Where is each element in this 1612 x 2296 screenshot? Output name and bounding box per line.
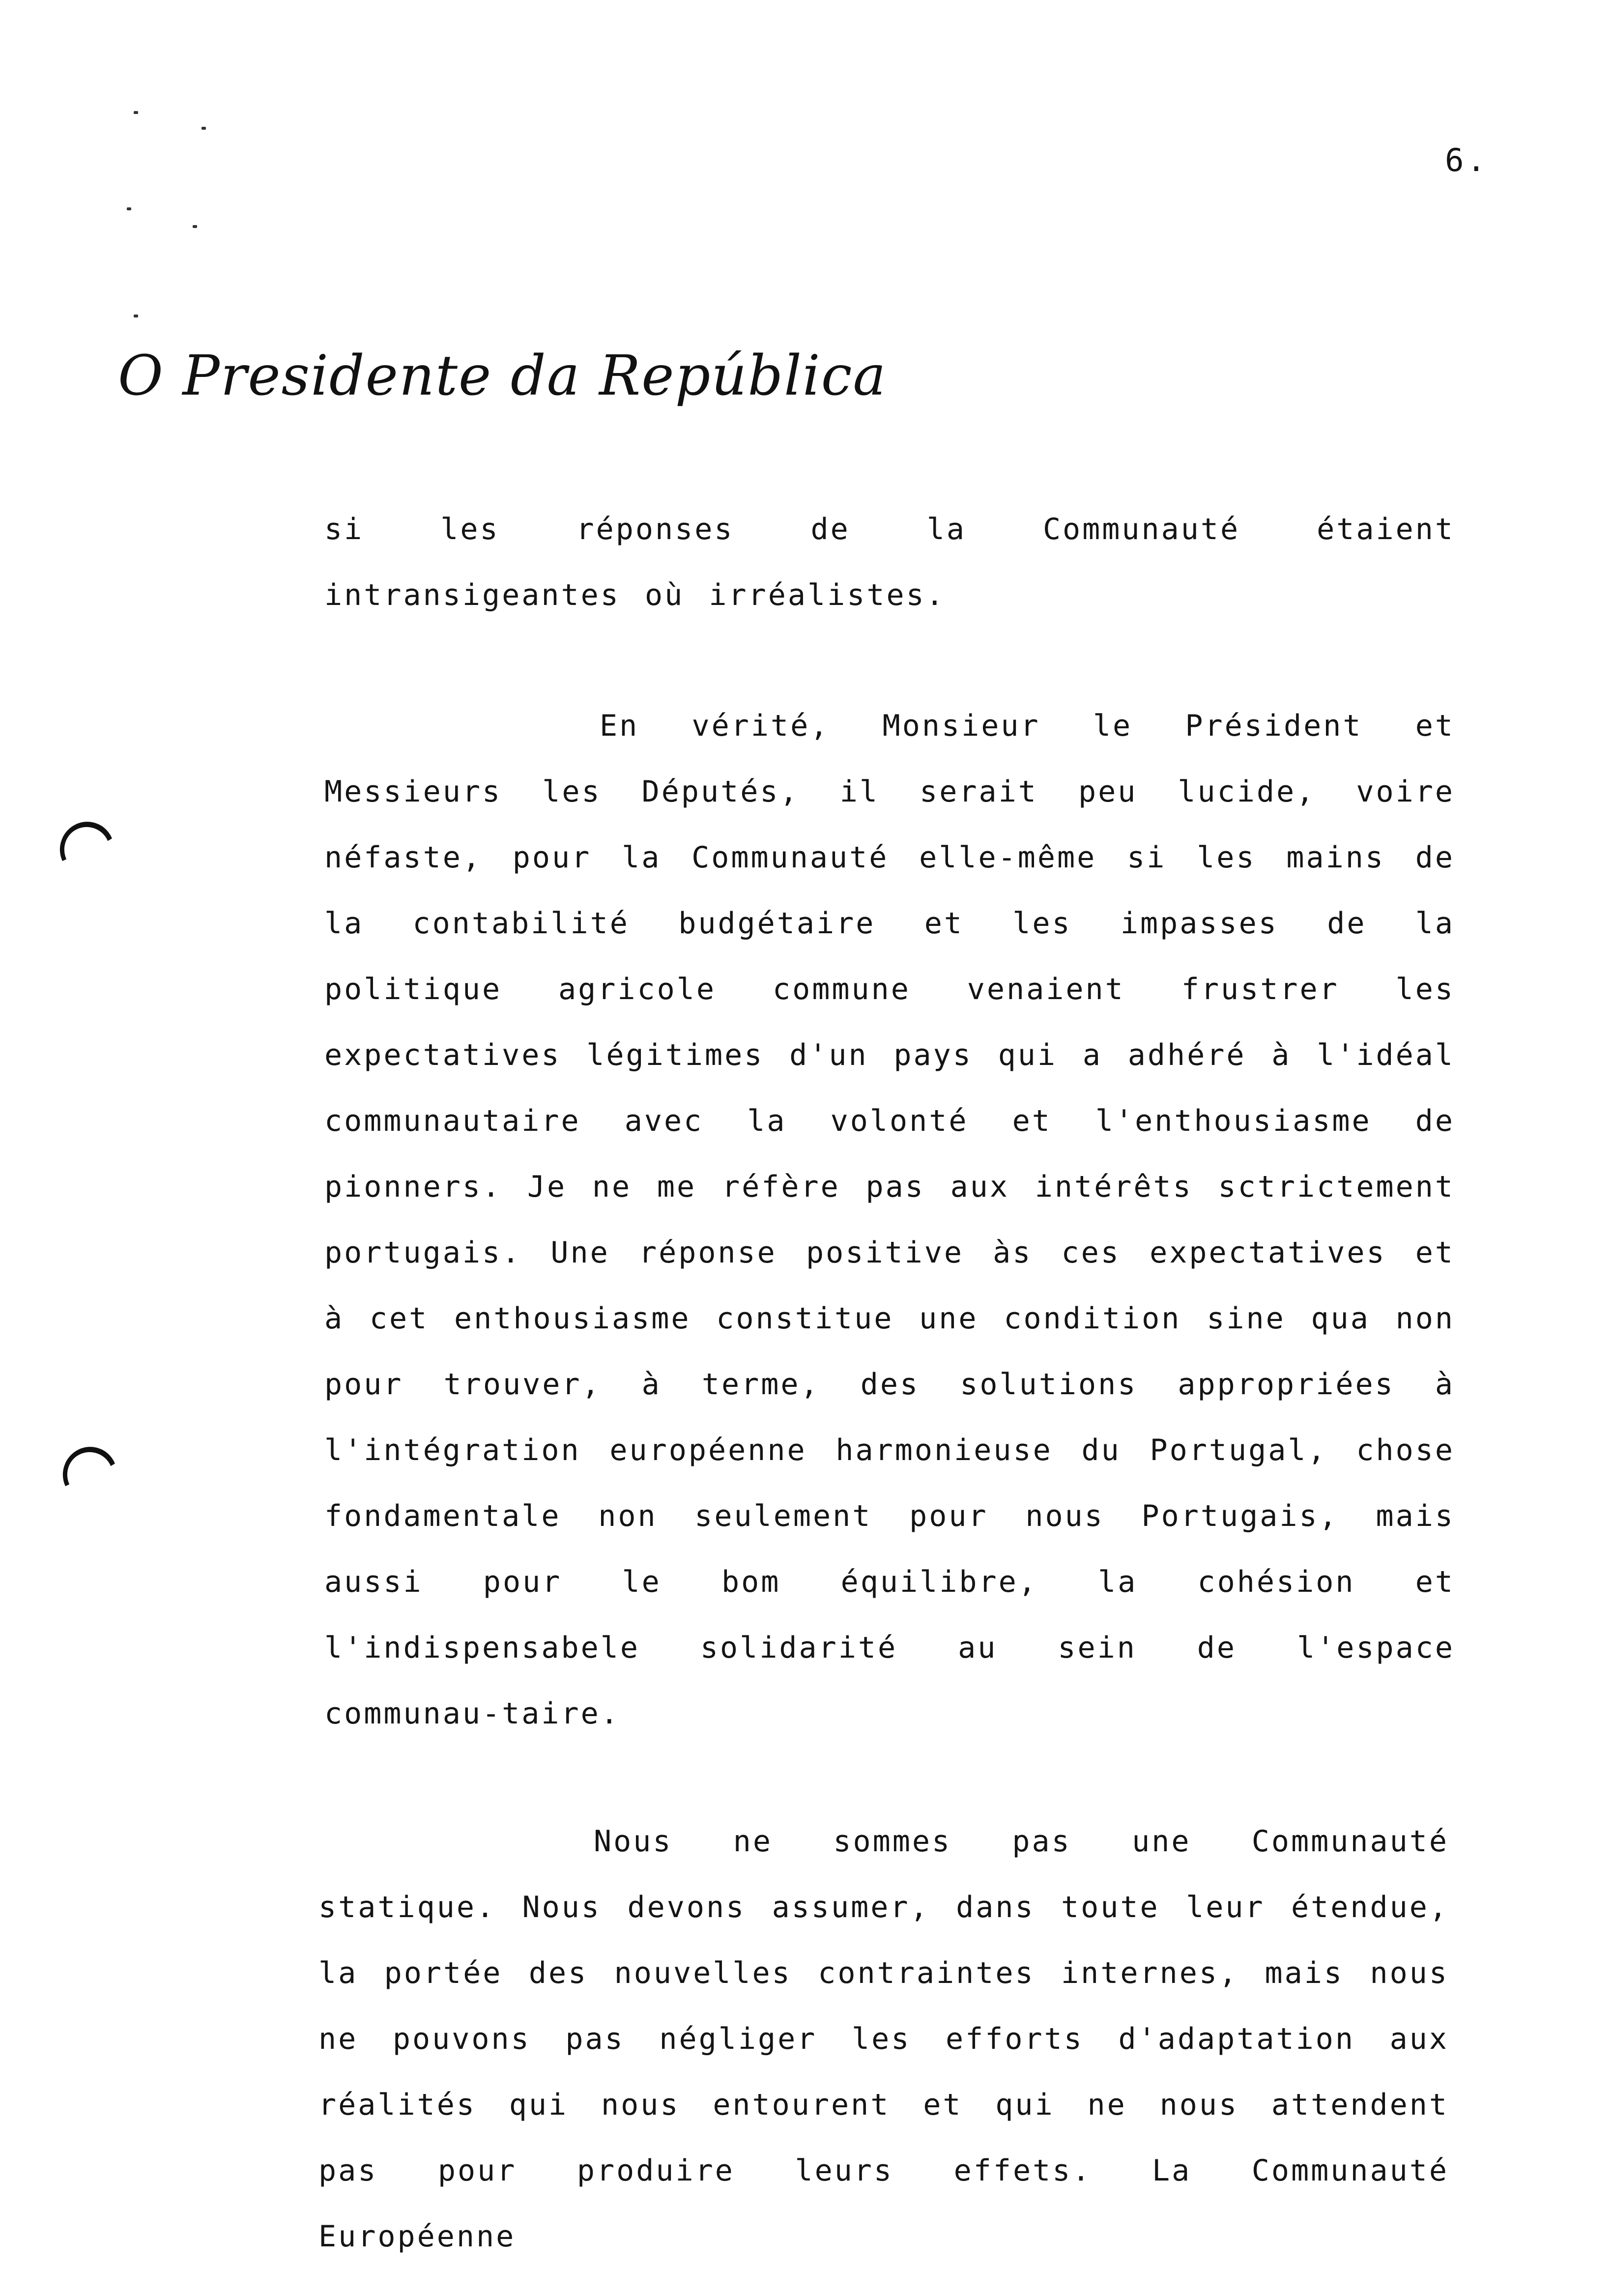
body-paragraph: Nous ne sommes pas une Communauté statique. Nous devons assumer, dans toute leur étendue, la portée des nouvelles contraintes internes, mais nous ne pouvons pas négliger les efforts d'adaptation aux réalités qui nous entourent et qui ne nous attendent pas pour produire leurs effets. La Communauté Européenne	[318, 1824, 1449, 2254]
continuation-paragraph: si les réponses de la Communauté étaient intransigeantes où irréalistes.	[324, 512, 1455, 612]
punch-hole-icon	[52, 814, 122, 885]
letterhead-title: O Presidente da República	[118, 344, 887, 408]
body-paragraph: En vérité, Monsieur le Président et Messieurs les Députés, il serait peu lucide, voire néfaste, pour la Communauté elle-même si les mains de la contabilité budgétaire et les impasses de la politique agricole commune venaient frustrer les expectatives légitimes d'un pays qui a adhéré à l'idéal communautaire avec la volonté et l'enthousiasme de pionners. Je ne me réfère pas aux intérêts sctrictement portugais. Une réponse positive às ces expectatives et à cet enthousiasme constitue une condition sine qua non pour trouver, à terme, des solutions appropriées à l'intégration européenne harmonieuse du Portugal, chose fondamentale non seulement pour nous Portugais, mais aussi pour le bom équilibre, la cohésion et l'indispensabele solidarité au sein de l'espace communau-taire.	[324, 709, 1455, 1731]
scan-mark	[193, 225, 197, 228]
scan-mark	[134, 315, 138, 317]
scan-mark	[202, 127, 206, 130]
page-number: 6.	[1445, 143, 1489, 179]
scan-mark	[127, 207, 131, 210]
scan-mark	[134, 111, 138, 114]
punch-hole-icon	[55, 1439, 125, 1510]
